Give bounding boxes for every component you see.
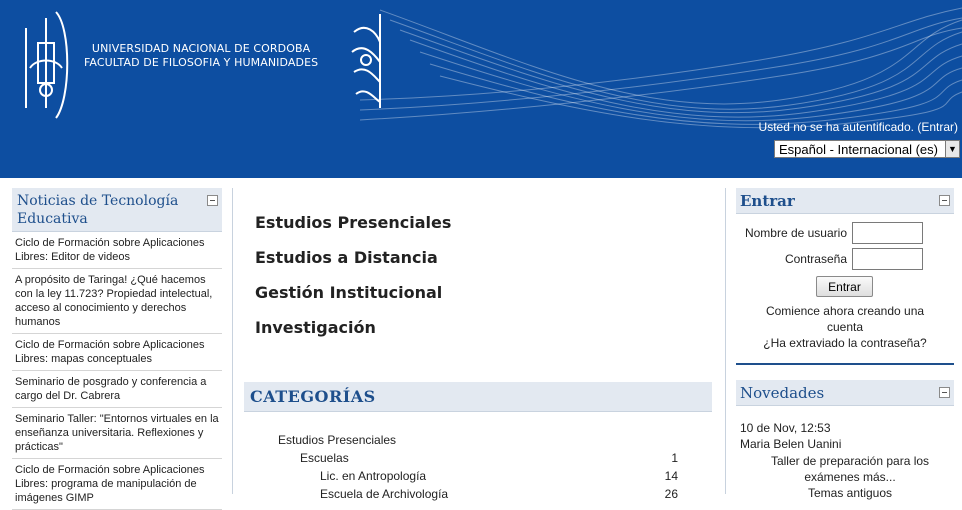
chevron-down-icon[interactable]: ▼ — [945, 141, 959, 157]
username-label: Nombre de usuario — [744, 226, 847, 240]
username-row — [726, 222, 923, 244]
login-submit-button[interactable]: Entrar — [816, 276, 873, 297]
category-count: 1 — [671, 451, 678, 465]
password-label: Contraseña — [784, 252, 847, 266]
signup-link[interactable]: Comience ahora creando una cuenta — [765, 304, 925, 334]
news-item[interactable]: A propósito de Taringa! ¿Qué hacemos con la ley 11.723? Propiedad intelectual, acceso al conocimiento y derechos humanos — [12, 269, 222, 334]
link-estudios-distancia[interactable]: Estudios a Distancia — [255, 248, 438, 267]
category-count: 26 — [664, 487, 678, 501]
category-row[interactable] — [320, 487, 678, 501]
news-date: 10 de Nov, 12:53 — [740, 421, 831, 435]
category-name[interactable]: Estudios Presenciales — [278, 433, 397, 447]
category-row[interactable] — [320, 469, 678, 483]
site-header — [0, 0, 962, 178]
password-row — [726, 248, 923, 270]
login-block-header — [736, 188, 954, 214]
category-name[interactable]: Escuela de Archivología — [320, 487, 449, 501]
header-login-link[interactable]: (Entrar) — [917, 120, 958, 134]
tech-news-header — [12, 188, 222, 232]
category-name[interactable]: Lic. en Antropología — [320, 469, 427, 483]
login-block-divider — [736, 363, 954, 365]
university-name — [84, 42, 318, 70]
news-author: Maria Belen Uanini — [740, 437, 842, 451]
forgot-password-link[interactable]: ¿Ha extraviado la contraseña? — [763, 336, 927, 350]
language-select[interactable] — [774, 140, 960, 158]
collapse-icon[interactable] — [207, 195, 218, 206]
tech-news-title: Noticias de Tecnología Educativa — [17, 193, 179, 227]
university-name-line2: FACULTAD DE FILOSOFIA Y HUMANIDADES — [84, 56, 319, 69]
news-item[interactable]: Ciclo de Formación sobre Aplicaciones Libres: Editor de videos — [12, 232, 222, 269]
login-status — [759, 120, 958, 134]
news-item[interactable]: Ciclo de Formación sobre Aplicaciones Libres: programa de manipulación de imágenes GIMP — [12, 459, 222, 510]
password-input[interactable] — [852, 248, 923, 270]
right-column — [736, 188, 954, 500]
category-name[interactable]: Escuelas — [300, 451, 349, 465]
link-gestion-institucional[interactable]: Gestión Institucional — [255, 283, 443, 302]
username-input[interactable] — [852, 222, 923, 244]
tech-news-block — [12, 188, 222, 510]
faculty-emblem-logo — [346, 12, 388, 112]
news-block-title: Novedades — [740, 384, 825, 402]
category-row[interactable] — [278, 433, 678, 447]
category-row[interactable] — [300, 451, 678, 465]
login-status-text: Usted no se ha autentificado. — [758, 120, 914, 134]
collapse-icon[interactable] — [939, 387, 950, 398]
language-select-value: Español - Internacional (es) — [779, 141, 938, 157]
login-block-title: Entrar — [740, 192, 795, 210]
news-headline-link[interactable]: Taller de preparación para los exámenes más... — [770, 454, 930, 484]
older-topics-link[interactable]: Temas antiguos — [807, 486, 893, 500]
link-estudios-presenciales[interactable]: Estudios Presenciales — [255, 213, 452, 232]
news-item[interactable]: Ciclo de Formación sobre Aplicaciones Libres: mapas conceptuales — [12, 334, 222, 371]
category-count: 14 — [664, 469, 678, 483]
news-item[interactable]: Seminario Taller: "Entornos virtuales en la enseñanza universitaria. Reflexiones y prácticas" — [12, 408, 222, 459]
link-investigacion[interactable]: Investigación — [255, 318, 376, 337]
university-crest-logo — [16, 8, 76, 123]
news-item[interactable]: Seminario de posgrado y conferencia a cargo del Dr. Cabrera — [12, 371, 222, 408]
categories-header: CATEGORÍAS — [244, 382, 712, 412]
news-block-header — [736, 380, 954, 406]
left-column-divider — [232, 188, 233, 494]
collapse-icon[interactable] — [939, 195, 950, 206]
university-name-line1: UNIVERSIDAD NACIONAL DE CORDOBA — [91, 42, 311, 55]
